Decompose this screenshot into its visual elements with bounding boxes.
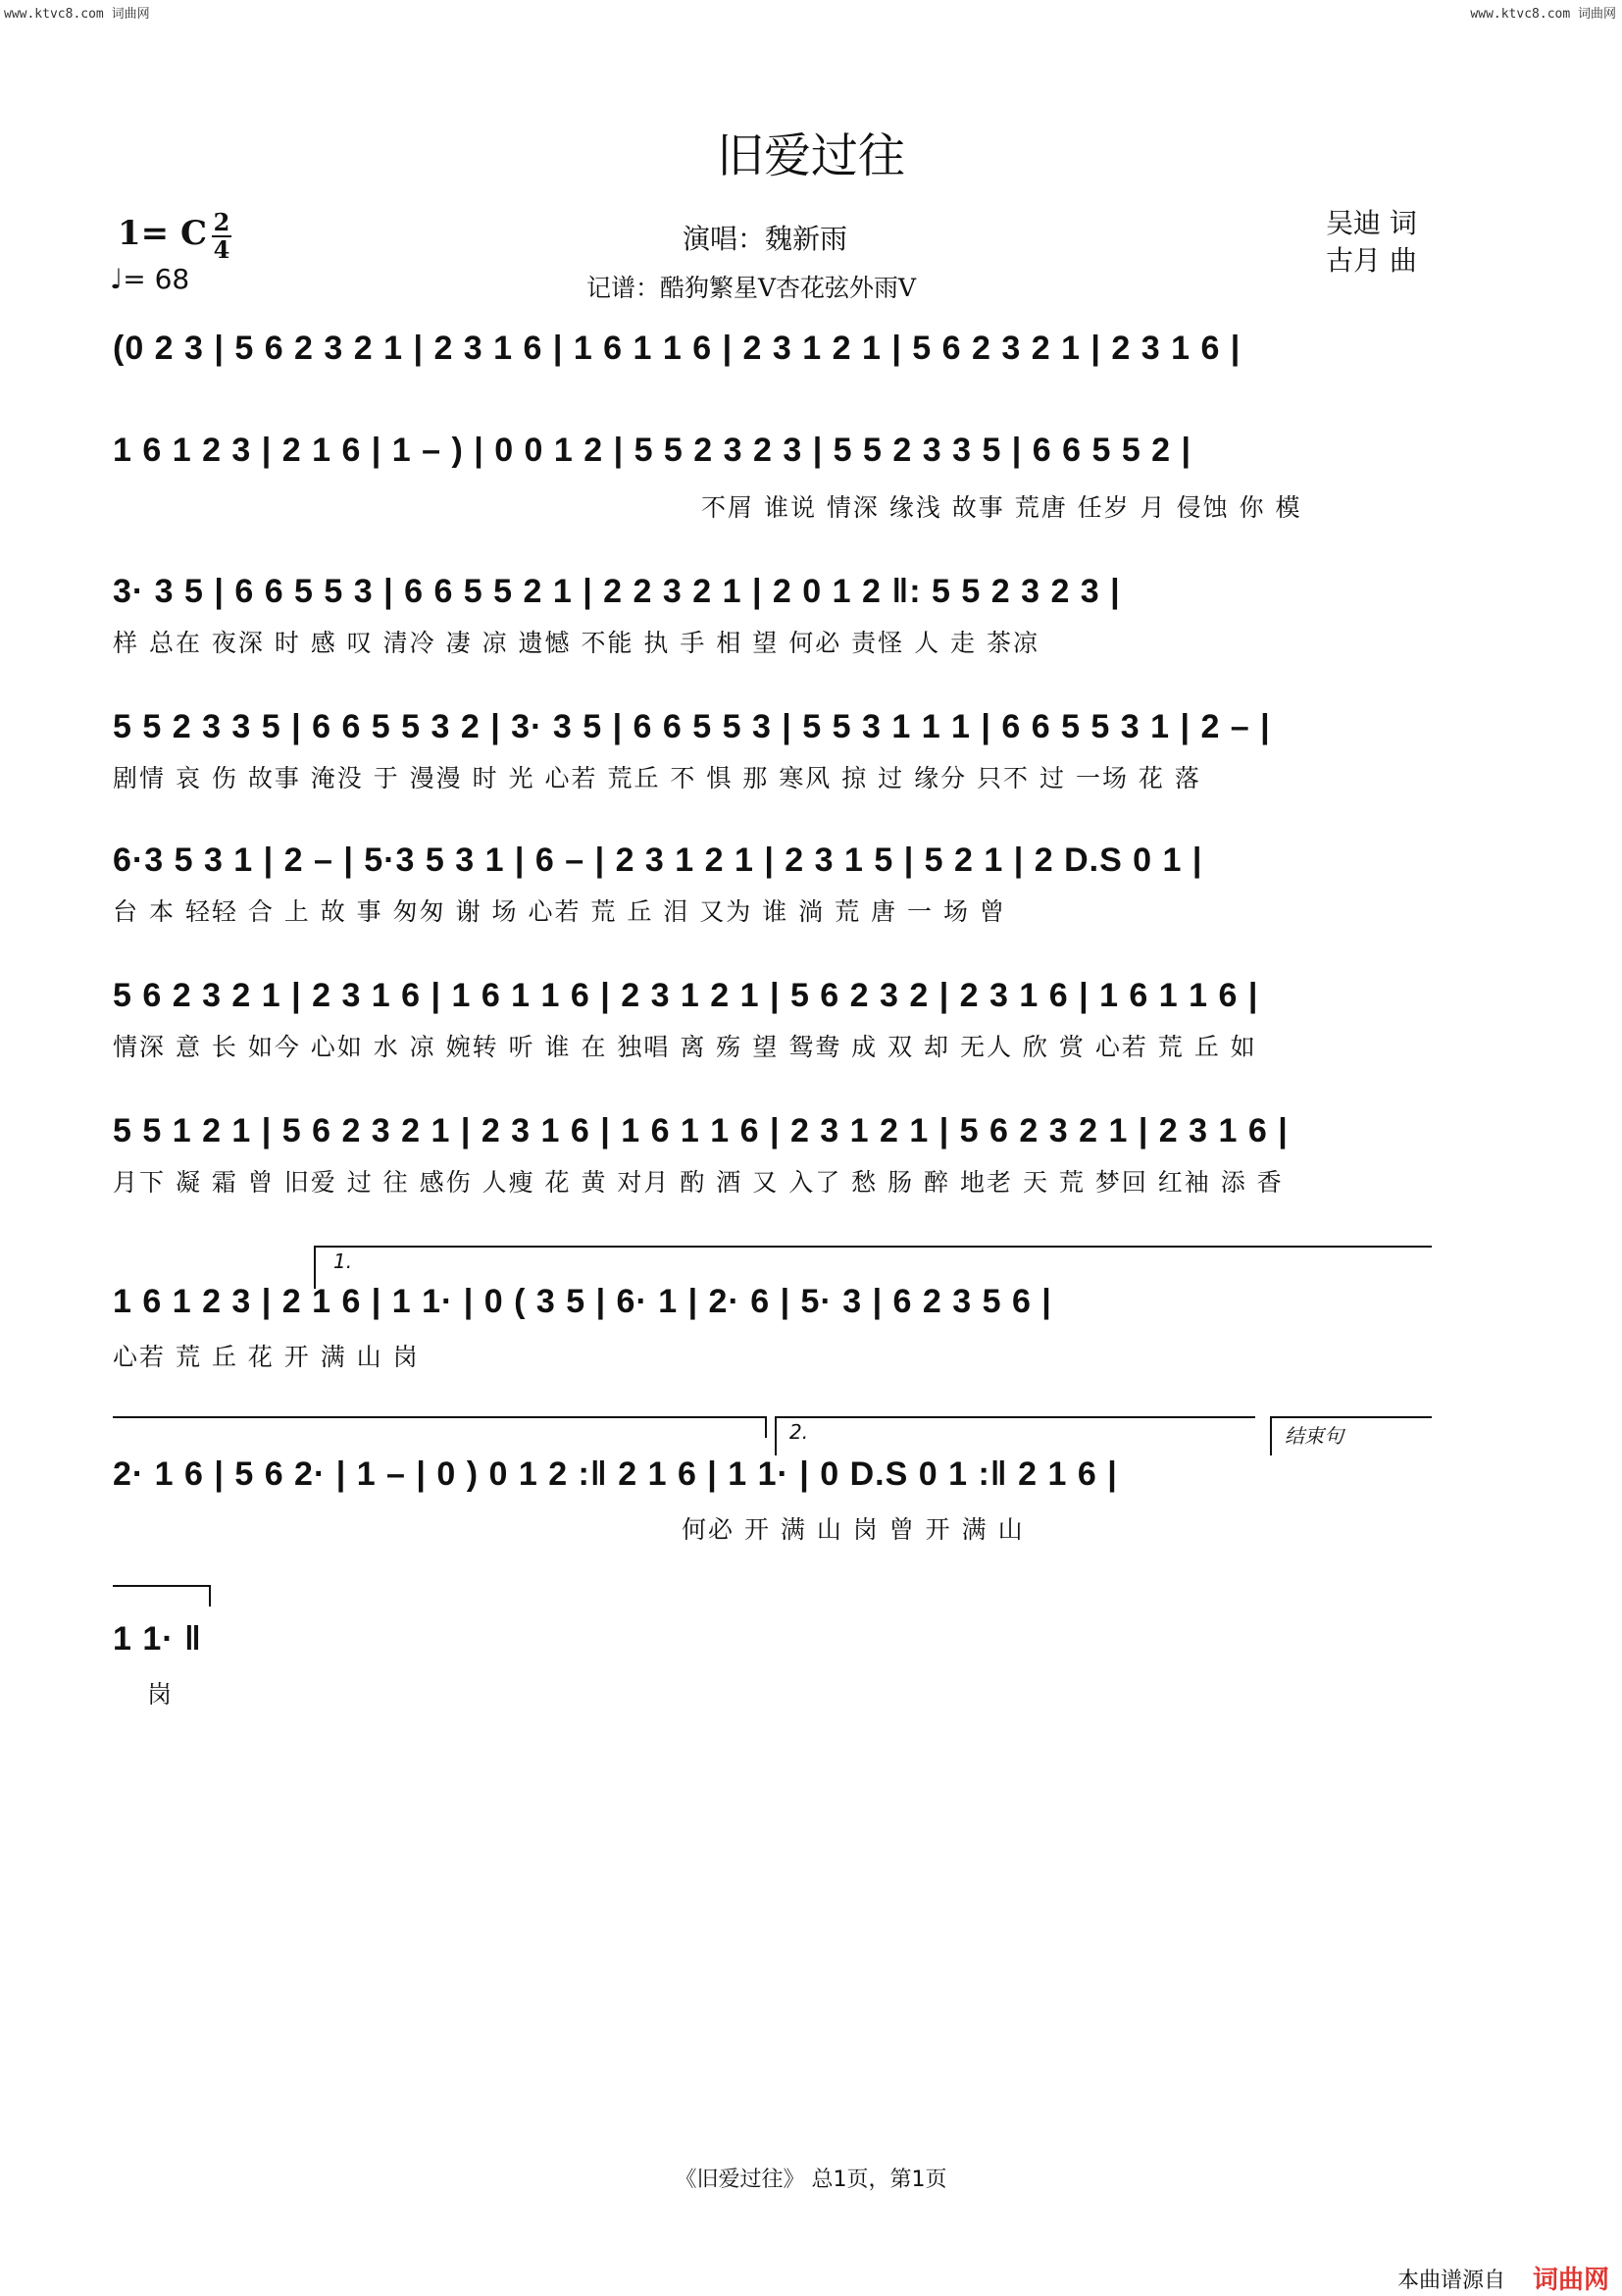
- lyric-line: 心若 荒 丘 花 开 满 山 岗: [113, 1343, 420, 1371]
- lyricist-credit: 吴迪 词: [1326, 207, 1417, 239]
- time-signature-top: 2: [213, 208, 230, 236]
- tempo-marking: ♩= 68: [110, 263, 190, 295]
- song-title: 旧爱过往: [716, 128, 905, 183]
- notation-line: 1 6 1 2 3 | 2 1 6 | 1 – ) | 0 0 1 2 | 5 5 2 3 2 3 | 5 5 2 3 3 5 | 6 6 5 5 2 |: [113, 432, 1192, 469]
- notation-line: 5 5 1 2 1 | 5 6 2 3 2 1 | 2 3 1 6 | 1 6 1 1 6 | 2 3 1 2 1 | 5 6 2 3 2 1 | 2 3 1 6 |: [113, 1112, 1289, 1149]
- coda-bracket-continued: [113, 1585, 211, 1587]
- source-note: 本曲谱源自: [1397, 2269, 1506, 2293]
- watermark-left: www.ktvc8.com 词曲网: [4, 7, 150, 22]
- ending-phrase-label: 结束句: [1285, 1424, 1343, 1448]
- notation-line: 2· 1 6 | 5 6 2· | 1 – | 0 ) 0 1 2 :‖ 2 1 6 | 1 1· | 0 D.S 0 1 :‖ 2 1 6 |: [113, 1455, 1118, 1493]
- notation-line: 6·3 5 3 1 | 2 – | 5·3 5 3 1 | 6 – | 2 3 1 2 1 | 2 3 1 5 | 5 2 1 | 2 D.S 0 1 |: [113, 842, 1203, 879]
- notation-line: 5 6 2 3 2 1 | 2 3 1 6 | 1 6 1 1 6 | 2 3 1 2 1 | 5 6 2 3 2 | 2 3 1 6 | 1 6 1 1 6 |: [113, 977, 1259, 1014]
- volta-bracket-1: [314, 1246, 1432, 1248]
- lyric-line: 剧情 哀 伤 故事 淹没 于 漫漫 时 光 心若 荒丘 不 惧 那 寒风 掠 过 缘分 只不 过 一场 花 落: [113, 764, 1201, 792]
- time-signature: [212, 208, 231, 264]
- coda-bracket-start: [1270, 1416, 1272, 1455]
- composer-credit: 古月 曲: [1326, 244, 1417, 277]
- lyric-line: 何必 开 满 山 岗 曾 开 满 山: [682, 1515, 1025, 1544]
- singer-credit: 演唱：魏新雨: [683, 223, 848, 255]
- watermark-right: www.ktvc8.com 词曲网: [1470, 7, 1616, 22]
- key-signature: 1= C: [118, 214, 208, 253]
- lyric-line: 样 总在 夜深 时 感 叹 清冷 凄 凉 遗憾 不能 执 手 相 望 何必 责怪 人 走 茶凉: [113, 629, 1039, 657]
- volta-2-label: 2.: [789, 1420, 809, 1444]
- transcriber-credit: 记谱：酷狗繁星V杏花弦外雨V: [586, 274, 917, 302]
- volta-bracket-1-end: [765, 1416, 767, 1438]
- time-signature-bottom: 4: [213, 235, 230, 264]
- lyric-line: 不屑 谁说 情深 缘浅 故事 荒唐 任岁 月 侵蚀 你 模: [701, 493, 1302, 522]
- notation-line: 5 5 2 3 3 5 | 6 6 5 5 3 2 | 3· 3 5 | 6 6 5 5 3 | 5 5 3 1 1 1 | 6 6 5 5 3 1 | 2 – |: [113, 708, 1271, 745]
- lyric-line: 岗: [147, 1680, 175, 1709]
- volta-bracket-2-start: [775, 1416, 777, 1455]
- notation-line: (0 2 3 | 5 6 2 3 2 1 | 2 3 1 6 | 1 6 1 1 6 | 2 3 1 2 1 | 5 6 2 3 2 1 | 2 3 1 6 |: [113, 330, 1242, 367]
- page-footer: 《旧爱过往》 总1页，第1页: [675, 2168, 947, 2192]
- notation-line: 3· 3 5 | 6 6 5 5 3 | 6 6 5 5 2 1 | 2 2 3 2 1 | 2 0 1 2 ‖: 5 5 2 3 2 3 |: [113, 573, 1121, 610]
- source-brand: 词曲网: [1533, 2266, 1610, 2295]
- lyric-line: 情深 意 长 如今 心如 水 凉 婉转 听 谁 在 独唱 离 殇 望 鸳鸯 成 双 却 无人 欣 赏 心若 荒 丘 如: [113, 1033, 1257, 1061]
- volta-bracket-2: [775, 1416, 1255, 1418]
- coda-bracket-end: [209, 1585, 211, 1607]
- notation-line: 1 6 1 2 3 | 2 1 6 | 1 1· | 0 ( 3 5 | 6· 1 | 2· 6 | 5· 3 | 6 2 3 5 6 |: [113, 1283, 1052, 1320]
- volta-1-label: 1.: [333, 1250, 353, 1273]
- coda-bracket: [1270, 1416, 1432, 1418]
- lyric-line: 台 本 轻轻 合 上 故 事 匆匆 谢 场 心若 荒 丘 泪 又为 谁 淌 荒 唐 一 场 曾: [113, 897, 1006, 926]
- lyric-line: 月下 凝 霜 曾 旧爱 过 往 感伤 人瘦 花 黄 对月 酌 酒 又 入了 愁 肠 醉 地老 天 荒 梦回 红袖 添 香: [113, 1168, 1284, 1197]
- volta-bracket-1-continued: [113, 1416, 765, 1418]
- notation-line: 1 1· ‖: [113, 1620, 202, 1658]
